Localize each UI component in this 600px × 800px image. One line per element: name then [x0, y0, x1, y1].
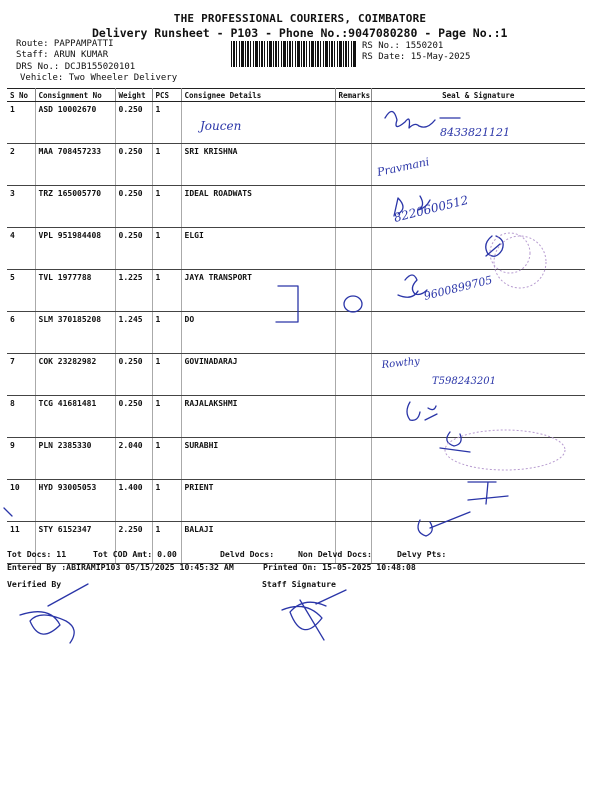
- signature-row10: [468, 482, 508, 504]
- consignment-no: COK 23282982: [35, 354, 115, 396]
- consignment-no: HYD 93005053: [35, 480, 115, 522]
- consignment-no: TRZ 165005770: [35, 186, 115, 228]
- consignee: PRIENT: [181, 480, 335, 522]
- consignee: JAYA TRANSPORT: [181, 270, 335, 312]
- company-name: THE PROFESSIONAL COURIERS, COIMBATORE: [173, 12, 427, 25]
- col-weight: Weight: [115, 89, 152, 102]
- pcs: 1: [152, 186, 181, 228]
- pcs: 1: [152, 312, 181, 354]
- pcs: 1: [152, 270, 181, 312]
- consignment-no: TVL 1977788: [35, 270, 115, 312]
- weight: 0.250: [115, 228, 152, 270]
- handwritten-name-row7: Rowthy: [381, 356, 421, 371]
- col-pcs: PCS: [152, 89, 181, 102]
- signature-row8: [407, 402, 437, 420]
- sno: 2: [7, 144, 35, 186]
- delivered-docs: Delvd Docs:: [220, 549, 275, 559]
- handwritten-name-row2: Pravmani: [375, 155, 431, 179]
- consignment-no: PLN 2385330: [35, 438, 115, 480]
- rs-date: RS Date: 15-May-2025: [362, 52, 471, 62]
- pcs: 1: [152, 396, 181, 438]
- handwritten-phone-row5: 9600899705: [422, 273, 494, 303]
- non-delivered-docs: Non Delvd Docs:: [298, 549, 372, 559]
- sno: 4: [7, 228, 35, 270]
- consignee: BALAJI: [181, 522, 335, 564]
- signature-row11: [418, 512, 470, 536]
- consignee: GOVINADARAJ: [181, 354, 335, 396]
- rs-number: RS No.: 1550201: [362, 41, 444, 51]
- sno: 1: [7, 102, 35, 144]
- pcs: 1: [152, 228, 181, 270]
- col-seal-signature: Seal & Signature: [371, 89, 585, 102]
- consignment-no: ASD 10002670: [35, 102, 115, 144]
- consignee: IDEAL ROADWATS: [181, 186, 335, 228]
- weight: 0.250: [115, 144, 152, 186]
- pcs: 1: [152, 144, 181, 186]
- weight: 0.250: [115, 102, 152, 144]
- weight: 0.250: [115, 396, 152, 438]
- weight: 1.245: [115, 312, 152, 354]
- staff-label: Staff: ARUN KUMAR: [16, 50, 109, 60]
- sno: 7: [7, 354, 35, 396]
- col-consignment: Consignment No: [35, 89, 115, 102]
- verified-by-label: Verified By: [7, 579, 62, 589]
- stamp-row5: [494, 236, 546, 288]
- vehicle-label: Vehicle: Two Wheeler Delivery: [20, 73, 178, 83]
- pcs: 1: [152, 522, 181, 564]
- weight: 2.040: [115, 438, 152, 480]
- mark-row6: [344, 296, 362, 312]
- verified-by-signature: [20, 584, 88, 643]
- pcs: 1: [152, 480, 181, 522]
- consignee: ELGI: [181, 228, 335, 270]
- runsheet-title: Delivery Runsheet - P103 - Phone No.:9047080280 - Page No.:1: [92, 26, 508, 40]
- consignee: DO: [181, 312, 335, 354]
- pcs: 1: [152, 354, 181, 396]
- bracket-mark-row6: [276, 286, 298, 322]
- sno: 8: [7, 396, 35, 438]
- sno: 10: [7, 480, 35, 522]
- handwritten-consignee: Joucen: [200, 119, 242, 133]
- total-docs: Tot Docs: 11: [7, 549, 67, 559]
- weight: 0.250: [115, 186, 152, 228]
- stamp-row4: [490, 233, 530, 273]
- consignee: SURABHI: [181, 438, 335, 480]
- entered-by: Entered By :ABIRAMIP103 05/15/2025 10:45:32 AM: [7, 562, 234, 572]
- printed-on: Printed On: 15-05-2025 10:48:08: [263, 562, 416, 572]
- weight: 2.250: [115, 522, 152, 564]
- total-cod-amount: Tot COD Amt: 0.00: [93, 549, 177, 559]
- route-label: Route: PAPPAMPATTI: [16, 39, 114, 49]
- handwritten-phone-row3: 8220600512: [392, 192, 470, 225]
- pcs: 1: [152, 438, 181, 480]
- tick-mark-row11: [4, 508, 12, 516]
- sno: 9: [7, 438, 35, 480]
- consignment-no: STY 6152347: [35, 522, 115, 564]
- sno: 5: [7, 270, 35, 312]
- consignment-no: VPL 951984408: [35, 228, 115, 270]
- consignee: RAJALAKSHMI: [181, 396, 335, 438]
- signature-row4: [486, 236, 503, 256]
- col-remarks: Remarks: [335, 89, 371, 102]
- pcs: 1: [152, 102, 181, 144]
- delivery-points: Delvy Pts:: [397, 549, 447, 559]
- sno: 11: [7, 522, 35, 564]
- staff-signature-label: Staff Signature: [262, 579, 336, 589]
- handwritten-phone-row1: 8433821121: [440, 126, 510, 139]
- sno: 6: [7, 312, 35, 354]
- col-sno: S No: [7, 89, 35, 102]
- handwritten-phone-row7: T598243201: [432, 376, 496, 387]
- consignee: SRI KRISHNA: [181, 144, 335, 186]
- stamp-row9: [445, 430, 565, 470]
- weight: 0.250: [115, 354, 152, 396]
- drs-number: DRS No.: DCJB155020101: [16, 62, 136, 72]
- consignment-no: MAA 708457233: [35, 144, 115, 186]
- consignment-no: TCG 41681481: [35, 396, 115, 438]
- staff-signature: [282, 590, 346, 640]
- consignment-no: SLM 370185208: [35, 312, 115, 354]
- col-consignee: Consignee Details: [181, 89, 335, 102]
- weight: 1.400: [115, 480, 152, 522]
- sno: 3: [7, 186, 35, 228]
- weight: 1.225: [115, 270, 152, 312]
